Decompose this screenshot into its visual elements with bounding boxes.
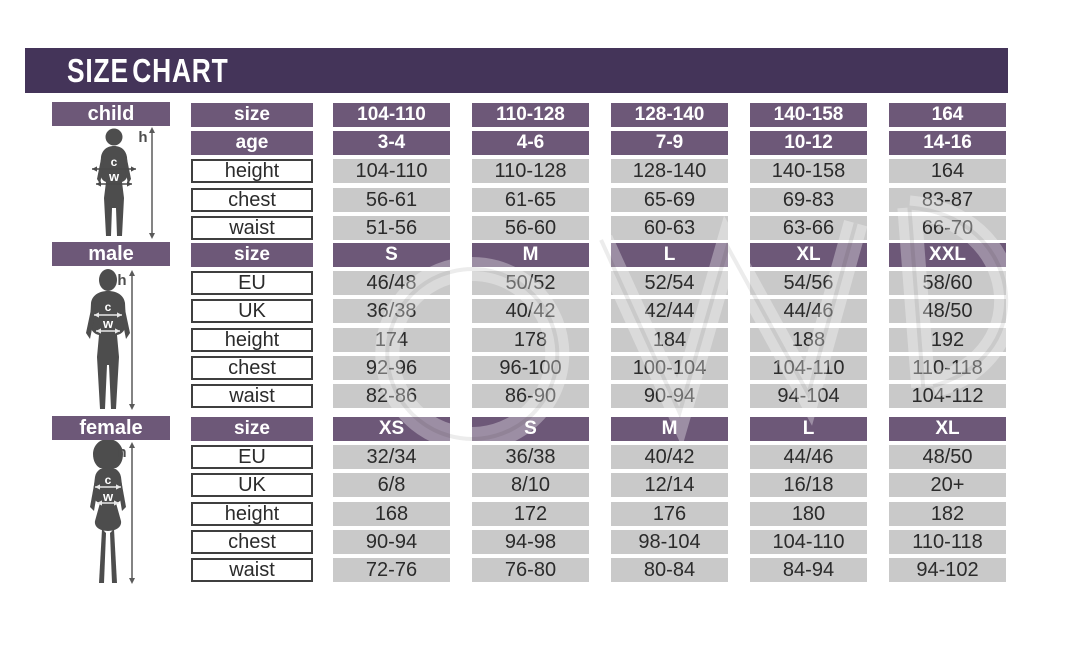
table-cell: 98-104	[611, 530, 728, 554]
table-cell: 58/60	[889, 271, 1006, 295]
table-cell: 48/50	[889, 445, 1006, 469]
section-label-child: child	[52, 102, 170, 126]
table-cell: 110-128	[472, 103, 589, 127]
table-cell: 4-6	[472, 131, 589, 155]
table-cell: 104-110	[333, 103, 450, 127]
height-label: h	[117, 272, 127, 289]
table-cell: M	[472, 243, 589, 267]
title-bar	[25, 48, 1008, 93]
height-label: h	[138, 129, 148, 146]
table-cell: 40/42	[472, 299, 589, 323]
table-cell: 164	[889, 103, 1006, 127]
table-cell: 66-70	[889, 216, 1006, 240]
row-label-size: size	[191, 103, 313, 127]
table-cell: 104-110	[333, 159, 450, 183]
table-cell: 110-118	[889, 356, 1006, 380]
child-figure	[56, 124, 168, 242]
table-cell: 96-100	[472, 356, 589, 380]
table-cell: 174	[333, 328, 450, 352]
row-label-EU: EU	[191, 271, 313, 295]
table-cell: 182	[889, 502, 1006, 526]
row-label-waist: waist	[191, 216, 313, 240]
waist-label: w	[102, 489, 114, 504]
row-label-chest: chest	[191, 188, 313, 212]
table-cell: 36/38	[472, 445, 589, 469]
male-figure	[50, 267, 168, 413]
table-cell: 94-98	[472, 530, 589, 554]
table-cell: 104-110	[750, 356, 867, 380]
table-cell: 92-96	[333, 356, 450, 380]
table-cell: 164	[889, 159, 1006, 183]
table-cell: 44/46	[750, 445, 867, 469]
table-cell: 90-94	[611, 384, 728, 408]
table-cell: 100-104	[611, 356, 728, 380]
table-cell: 20+	[889, 473, 1006, 497]
table-cell: 32/34	[333, 445, 450, 469]
table-cell: 128-140	[611, 103, 728, 127]
table-cell: 140-158	[750, 159, 867, 183]
table-cell: 3-4	[333, 131, 450, 155]
waist-label: w	[108, 169, 120, 184]
table-cell: 90-94	[333, 530, 450, 554]
table-cell: 8/10	[472, 473, 589, 497]
waist-label: w	[102, 316, 114, 331]
row-label-chest: chest	[191, 530, 313, 554]
table-cell: XS	[333, 417, 450, 441]
table-cell: 76-80	[472, 558, 589, 582]
chest-label: c	[104, 473, 112, 487]
table-cell: 192	[889, 328, 1006, 352]
table-cell: L	[611, 243, 728, 267]
row-label-waist: waist	[191, 384, 313, 408]
table-cell: 176	[611, 502, 728, 526]
table-cell: XL	[750, 243, 867, 267]
table-cell: 178	[472, 328, 589, 352]
table-cell: 6/8	[333, 473, 450, 497]
table-cell: 7-9	[611, 131, 728, 155]
table-cell: 60-63	[611, 216, 728, 240]
table-cell: 72-76	[333, 558, 450, 582]
section-label-male: male	[52, 242, 170, 266]
row-label-EU: EU	[191, 445, 313, 469]
table-cell: 69-83	[750, 188, 867, 212]
table-cell: 63-66	[750, 216, 867, 240]
table-cell: 94-102	[889, 558, 1006, 582]
table-cell: 104-110	[750, 530, 867, 554]
table-cell: 188	[750, 328, 867, 352]
table-cell: 168	[333, 502, 450, 526]
table-cell: 42/44	[611, 299, 728, 323]
table-cell: 12/14	[611, 473, 728, 497]
table-cell: 180	[750, 502, 867, 526]
table-cell: 86-90	[472, 384, 589, 408]
row-label-waist: waist	[191, 558, 313, 582]
table-cell: 16/18	[750, 473, 867, 497]
row-label-height: height	[191, 502, 313, 526]
table-cell: 184	[611, 328, 728, 352]
table-cell: 56-60	[472, 216, 589, 240]
table-cell: 65-69	[611, 188, 728, 212]
page-title: SIZE CHART	[67, 51, 229, 89]
table-cell: 110-118	[889, 530, 1006, 554]
table-cell: 128-140	[611, 159, 728, 183]
table-cell: XL	[889, 417, 1006, 441]
height-label: h	[117, 444, 127, 461]
row-label-height: height	[191, 159, 313, 183]
row-label-UK: UK	[191, 473, 313, 497]
table-cell: 51-56	[333, 216, 450, 240]
table-cell: 104-112	[889, 384, 1006, 408]
table-cell: 52/54	[611, 271, 728, 295]
table-cell: 110-128	[472, 159, 589, 183]
table-cell: 54/56	[750, 271, 867, 295]
table-cell: 40/42	[611, 445, 728, 469]
table-cell: S	[333, 243, 450, 267]
row-label-age: age	[191, 131, 313, 155]
row-label-size: size	[191, 417, 313, 441]
table-cell: 50/52	[472, 271, 589, 295]
table-cell: 14-16	[889, 131, 1006, 155]
table-cell: 140-158	[750, 103, 867, 127]
table-cell: 80-84	[611, 558, 728, 582]
table-cell: 56-61	[333, 188, 450, 212]
row-label-UK: UK	[191, 299, 313, 323]
row-label-chest: chest	[191, 356, 313, 380]
table-cell: 46/48	[333, 271, 450, 295]
table-cell: M	[611, 417, 728, 441]
table-cell: 61-65	[472, 188, 589, 212]
table-cell: 48/50	[889, 299, 1006, 323]
table-cell: 94-104	[750, 384, 867, 408]
table-cell: S	[472, 417, 589, 441]
table-cell: 84-94	[750, 558, 867, 582]
section-label-female: female	[52, 416, 170, 440]
male-silhouette	[86, 269, 130, 409]
table-cell: 44/46	[750, 299, 867, 323]
female-figure	[50, 437, 168, 587]
table-cell: 36/38	[333, 299, 450, 323]
chest-label: c	[104, 300, 112, 314]
table-cell: 172	[472, 502, 589, 526]
chest-label: c	[110, 155, 118, 169]
table-cell: L	[750, 417, 867, 441]
row-label-height: height	[191, 328, 313, 352]
table-cell: 10-12	[750, 131, 867, 155]
table-cell: 82-86	[333, 384, 450, 408]
table-cell: XXL	[889, 243, 1006, 267]
table-cell: 83-87	[889, 188, 1006, 212]
row-label-size: size	[191, 243, 313, 267]
